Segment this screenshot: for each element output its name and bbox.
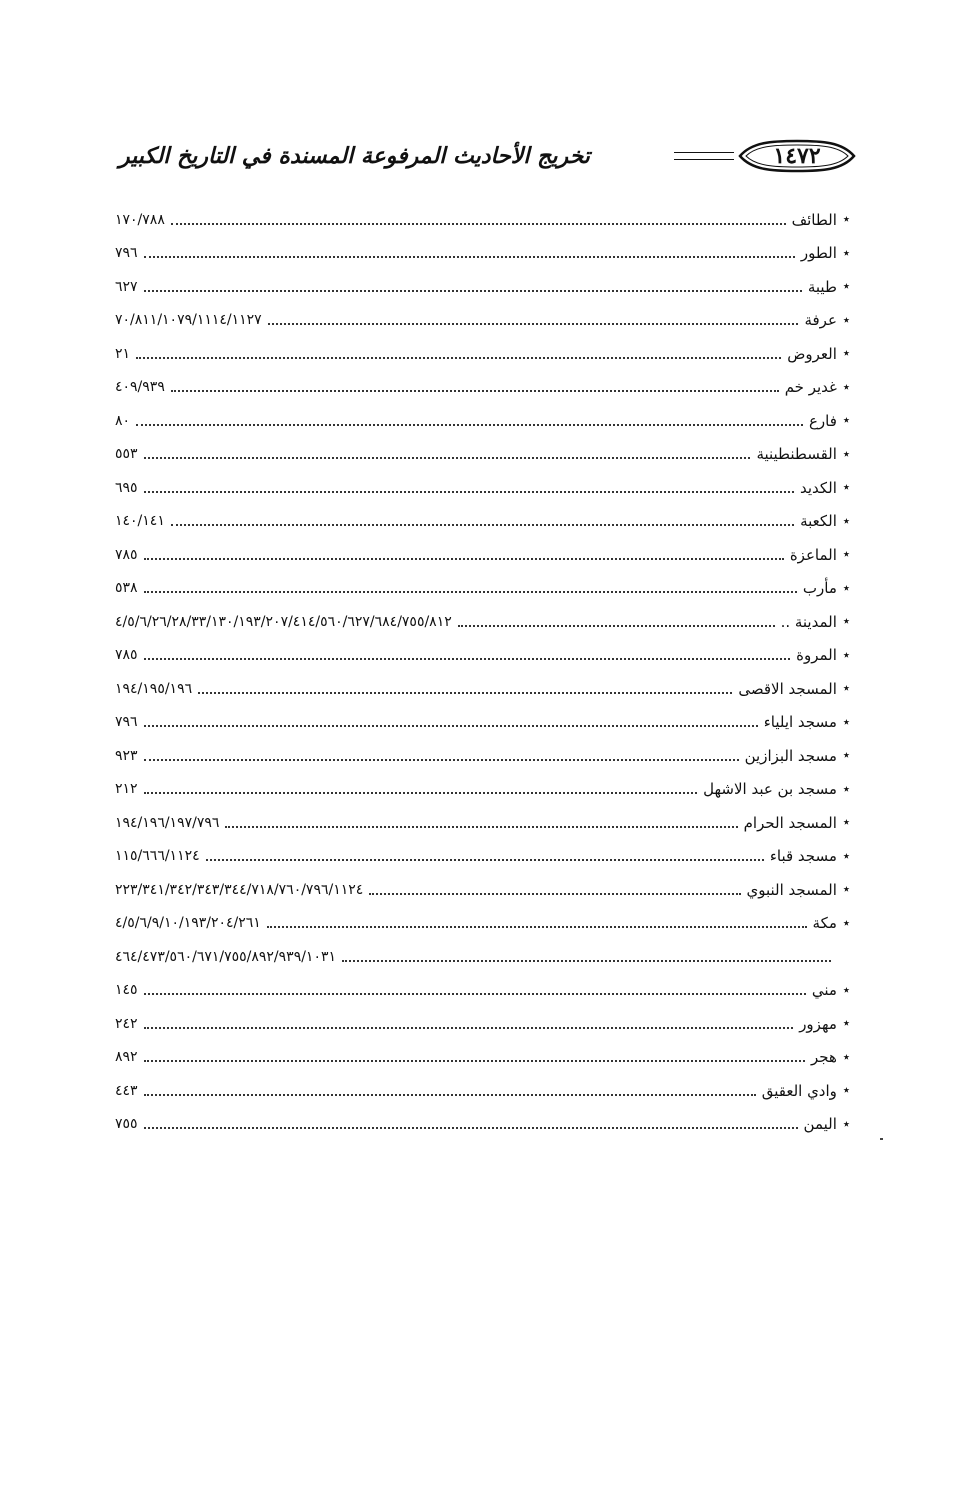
- page-references: ١٤٥: [115, 982, 138, 999]
- bullet-icon: ٭: [842, 212, 850, 228]
- index-entry: [115, 840, 850, 874]
- page-references: ١٤٠/١٤١: [115, 513, 165, 530]
- place-name: المسجد الاقصى: [738, 679, 837, 698]
- index-entry: [115, 1007, 850, 1041]
- page-references: ٦٢٧: [115, 278, 138, 295]
- page-references: ٧٠/٨١١/١٠٧٩/١١١٤/١١٢٧: [115, 312, 262, 329]
- place-name: مسجد ايلياء: [763, 713, 837, 732]
- index-entry: [115, 438, 850, 472]
- place-name: المروة: [796, 646, 837, 665]
- page-references: ١٩٤/١٩٥/١٩٦: [115, 680, 193, 697]
- dot-leader: [136, 357, 781, 359]
- dot-leader: [458, 625, 775, 627]
- dot-leader: [225, 826, 737, 828]
- place-name: الطور: [800, 244, 837, 263]
- page-references: ٨٩٢: [115, 1049, 138, 1066]
- index-entry: [115, 471, 850, 505]
- index-entry: [115, 237, 850, 271]
- bullet-icon: ٭: [842, 848, 850, 864]
- place-name: مكة: [812, 914, 837, 933]
- dot-leader: [144, 759, 739, 761]
- bullet-icon: ٭: [842, 781, 850, 797]
- bullet-icon: ٭: [842, 748, 850, 764]
- dot-leader: [206, 859, 764, 861]
- page-references: ٢١: [115, 345, 131, 362]
- index-entry: [115, 1041, 850, 1075]
- place-name: الماعزة: [789, 545, 837, 564]
- margin-mark: [880, 1138, 883, 1140]
- place-name: الطائف: [791, 210, 837, 229]
- index-entry: [115, 1074, 850, 1108]
- index-entry: [115, 337, 850, 371]
- bullet-icon: ٭: [842, 815, 850, 831]
- page-references: ٨٠: [115, 412, 131, 429]
- dot-leader: [144, 1060, 805, 1062]
- page-references: ٧٩٦: [115, 714, 138, 731]
- page-references: ٧٨٥: [115, 647, 138, 664]
- index-entry: [115, 203, 850, 237]
- page-references: ٧٩٦: [115, 245, 138, 262]
- page-references: ٢١٢: [115, 781, 138, 798]
- bullet-icon: ٭: [842, 413, 850, 429]
- place-name: مسجد قباء: [769, 847, 837, 866]
- index-entry: [115, 773, 850, 807]
- dot-leader: [171, 390, 779, 392]
- index-entry: [115, 1108, 850, 1142]
- bullet-icon: ٭: [842, 1049, 850, 1065]
- page-references: ٧٨٥: [115, 546, 138, 563]
- dot-leader: [144, 290, 802, 292]
- bullet-icon: ٭: [842, 915, 850, 931]
- place-name: مأرب: [802, 579, 837, 598]
- bullet-icon: ٭: [842, 279, 850, 295]
- page-references: ٤٠٩/٩٣٩: [115, 379, 165, 396]
- bullet-icon: ٭: [842, 245, 850, 261]
- place-name: غدير خم: [784, 378, 837, 397]
- place-name: المدينة ..: [780, 612, 837, 631]
- dot-leader: [136, 424, 803, 426]
- index-entry: [115, 371, 850, 405]
- page-header: [115, 138, 856, 174]
- page-number-badge: [738, 138, 856, 174]
- index-entry: [115, 270, 850, 304]
- bullet-icon: ٭: [842, 513, 850, 529]
- place-name: الكعبة: [800, 512, 837, 531]
- dot-leader: [144, 792, 698, 794]
- place-name: عرفة: [804, 311, 837, 330]
- dot-leader: [144, 725, 758, 727]
- index-entry: [115, 739, 850, 773]
- dot-leader: [144, 1094, 756, 1096]
- bullet-icon: ٭: [842, 614, 850, 630]
- dot-leader: [144, 993, 806, 995]
- header-rule-right: [674, 152, 734, 160]
- page-references: ٤٦٤/٤٧٣/٥٦٠/٦٧١/٧٥٥/٨٩٢/٩٣٩/١٠٣١: [115, 948, 337, 965]
- place-name: وادي العقيق: [761, 1081, 837, 1100]
- index-entry: [115, 907, 850, 941]
- dot-leader: [171, 524, 794, 526]
- place-name: المسجد الحرام: [743, 813, 837, 832]
- place-name: القسطنطينية: [756, 445, 837, 464]
- dot-leader: [144, 491, 794, 493]
- place-index-list: [115, 203, 850, 1141]
- index-entry: [115, 806, 850, 840]
- index-entry: [115, 304, 850, 338]
- place-name: مهزور: [799, 1014, 837, 1033]
- dot-leader: [144, 457, 751, 459]
- page-references: ٤/٥/٦/٩/١٠/١٩٣/٢٠٤/٢٦١: [115, 915, 261, 932]
- place-name: مسجد بن عبد الاشهل: [703, 780, 837, 799]
- bullet-icon: ٭: [842, 312, 850, 328]
- dot-leader: [369, 893, 740, 895]
- bullet-icon: ٭: [842, 1083, 850, 1099]
- place-name: فارع: [808, 411, 837, 430]
- index-entry: [115, 605, 850, 639]
- index-entry: [115, 639, 850, 673]
- index-entry: [115, 572, 850, 606]
- page-references: ٦٩٥: [115, 479, 138, 496]
- dot-leader: [144, 1127, 798, 1129]
- dot-leader: [268, 323, 799, 325]
- bullet-icon: ٭: [842, 882, 850, 898]
- page-references: ٥٣٨: [115, 580, 138, 597]
- dot-leader: [144, 1027, 794, 1029]
- dot-leader: [198, 692, 732, 694]
- bullet-icon: ٭: [842, 681, 850, 697]
- page-references: ١٧٠/٧٨٨: [115, 211, 165, 228]
- bullet-icon: ٭: [842, 547, 850, 563]
- page-references: ٢٢٣/٣٤١/٣٤٢/٣٤٣/٣٤٤/٧١٨/٧٦٠/٧٩٦/١١٢٤: [115, 881, 364, 898]
- page-references: ٩٢٣: [115, 747, 138, 764]
- page-references: ٤/٥/٦/٢٦/٢٨/٣٣/١٣٠/١٩٣/٢٠٧/٤١٤/٥٦٠/٦٢٧/٦٨٤/٧٥٥/٨١٢: [115, 613, 452, 630]
- bullet-icon: ٭: [842, 346, 850, 362]
- place-name: هجر: [811, 1048, 837, 1067]
- index-entry: [115, 974, 850, 1008]
- index-entry: [115, 505, 850, 539]
- place-name: طيبة: [807, 277, 837, 296]
- index-entry: [115, 873, 850, 907]
- index-entry: [115, 538, 850, 572]
- bullet-icon: ٭: [842, 982, 850, 998]
- dot-leader: [342, 960, 831, 962]
- place-name: العروض: [787, 344, 837, 363]
- dot-leader: [144, 658, 791, 660]
- bullet-icon: ٭: [842, 1116, 850, 1132]
- index-entry: [115, 706, 850, 740]
- page-references: ٤٤٣: [115, 1082, 138, 1099]
- dot-leader: [144, 591, 797, 593]
- dot-leader: [144, 558, 784, 560]
- place-name: المسجد النبوي: [746, 880, 837, 899]
- index-entry: [115, 404, 850, 438]
- bullet-icon: ٭: [842, 379, 850, 395]
- place-name: مسجد البزازين: [744, 746, 837, 765]
- page-references: ٢٤٢: [115, 1015, 138, 1032]
- page-references: ٥٥٣: [115, 446, 138, 463]
- dot-leader: [144, 256, 795, 258]
- bullet-icon: ٭: [842, 580, 850, 596]
- bullet-icon: ٭: [842, 446, 850, 462]
- index-entry-continuation: [115, 940, 850, 974]
- place-name: مني: [811, 981, 837, 1000]
- place-name: الكديد: [799, 478, 837, 497]
- dot-leader: [267, 926, 807, 928]
- index-entry: [115, 672, 850, 706]
- page-references: ١٩٤/١٩٦/١٩٧/٧٩٦: [115, 814, 220, 831]
- bullet-icon: ٭: [842, 1016, 850, 1032]
- place-name: اليمن: [803, 1115, 837, 1134]
- bullet-icon: ٭: [842, 480, 850, 496]
- bullet-icon: ٭: [842, 647, 850, 663]
- page-references: ١١٥/٦٦٦/١١٢٤: [115, 848, 200, 865]
- page-references: ٧٥٥: [115, 1116, 138, 1133]
- page-number: ١٤٧٢: [773, 143, 821, 169]
- bullet-icon: ٭: [842, 714, 850, 730]
- dot-leader: [171, 223, 786, 225]
- running-title: تخريج الأحاديث المرفوعة المسندة في التاريخ الكبير: [119, 143, 590, 169]
